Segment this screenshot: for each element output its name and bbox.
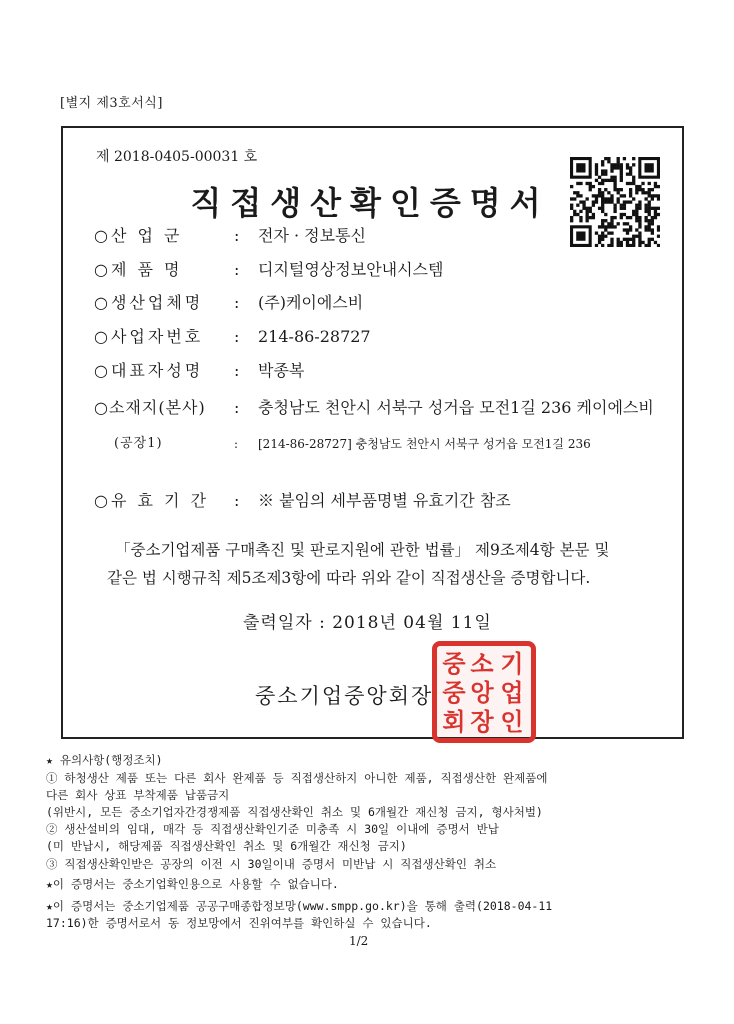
field-colon: : (234, 260, 240, 279)
field-label: ○사업자번호 (94, 327, 204, 346)
page-number: 1/2 (349, 934, 369, 948)
seal-char: 기 (500, 649, 524, 678)
field-colon: : (234, 398, 240, 417)
seal-char: 중 (442, 678, 466, 707)
certification-statement-line2: 같은 법 시행규칙 제5조제3항에 따라 위와 같이 직접생산을 증명합니다. (107, 569, 591, 587)
field-value: ※ 붙임의 세부품명별 유효기간 참조 (258, 491, 511, 510)
issuer-name: 중소기업중앙회장 (255, 684, 434, 708)
field-value: 박종복 (258, 361, 305, 380)
seal-char: 회 (442, 707, 466, 736)
note-line: 17:16)한 증명서로서 동 정보망에서 진위여부를 확인하실 수 있습니다. (46, 916, 432, 930)
field-colon: : (234, 361, 240, 380)
field-label: ○생산업체명 (94, 293, 204, 312)
field-colon: : (234, 437, 239, 451)
note-line: ★이 증명서는 중소기업확인용으로 사용할 수 없습니다. (46, 877, 339, 891)
notes-heading: ★ 유의사항(행정조치) (46, 753, 163, 767)
output-date: 출력일자 : 2018년 04월 11일 (243, 613, 492, 633)
field-colon: : (234, 327, 240, 346)
field-value: 충청남도 천안시 서북구 성거읍 모전1길 236 케이에스비 (258, 398, 654, 417)
field-value: [214-86-28727] 충청남도 천안시 서북구 성거읍 모전1길 236 (258, 437, 591, 451)
field-label: ○소재지(본사) (94, 398, 206, 417)
note-line: ① 하청생산 제품 또는 다른 회사 완제품 등 직접생산하지 아니한 제품, 직접생산한 완제품에 (46, 771, 548, 785)
field-colon: : (234, 491, 240, 510)
seal-char: 장 (470, 707, 494, 736)
note-line: ② 생산설비의 임대, 매각 등 직접생산확인기준 미충족 시 30일 이내에 증명서 반납 (46, 822, 499, 836)
field-colon: : (234, 293, 240, 312)
seal-char: 앙 (470, 678, 494, 707)
note-line: ★이 증명서는 중소기업제품 공공구매종합정보망(www.smpp.go.kr)을 통해 출력(2018-04-11 (46, 899, 553, 913)
seal-char: 소 (470, 649, 494, 678)
field-label: ○제 품 명 (94, 260, 183, 279)
note-line: ③ 직접생산확인받은 공장의 이전 시 30일이내 증명서 미반납 시 직접생산확인 취소 (46, 857, 497, 871)
field-value: 전자 · 정보통신 (258, 226, 366, 245)
form-type-label: [별지 제3호서식] (60, 96, 163, 111)
seal-char: 중 (442, 649, 466, 678)
field-label: ○산 업 군 (94, 226, 183, 245)
field-value: 214-86-28727 (258, 327, 371, 346)
note-line: (위반시, 모든 중소기업자간경쟁제품 직접생산확인 취소 및 6개월간 재신청 금지, 형사처벌) (46, 805, 543, 819)
certificate-number: 제 2018-0405-00031 호 (96, 149, 258, 165)
official-seal-stamp (432, 641, 536, 743)
field-label: ○유 효 기 간 (94, 491, 210, 510)
seal-char: 업 (500, 678, 524, 707)
note-line: 다른 회사 상표 부착제품 납품금지 (46, 788, 230, 802)
field-colon: : (234, 226, 240, 245)
document-title: 직접생산확인증명서 (190, 184, 550, 222)
field-value: (주)케이에스비 (258, 293, 364, 312)
field-label: (공장1) (114, 436, 163, 451)
qr-code-icon (570, 157, 660, 247)
seal-char: 인 (500, 707, 524, 736)
certification-statement-line1: 「중소기업제품 구매촉진 및 판로지원에 관한 법률」 제9조제4항 본문 및 (115, 541, 610, 559)
note-line: (미 반납시, 해당제품 직접생산확인 취소 및 6개월간 재신청 금지) (46, 839, 407, 853)
field-value: 디지털영상정보안내시스템 (258, 260, 444, 279)
field-label: ○대표자성명 (94, 361, 204, 380)
